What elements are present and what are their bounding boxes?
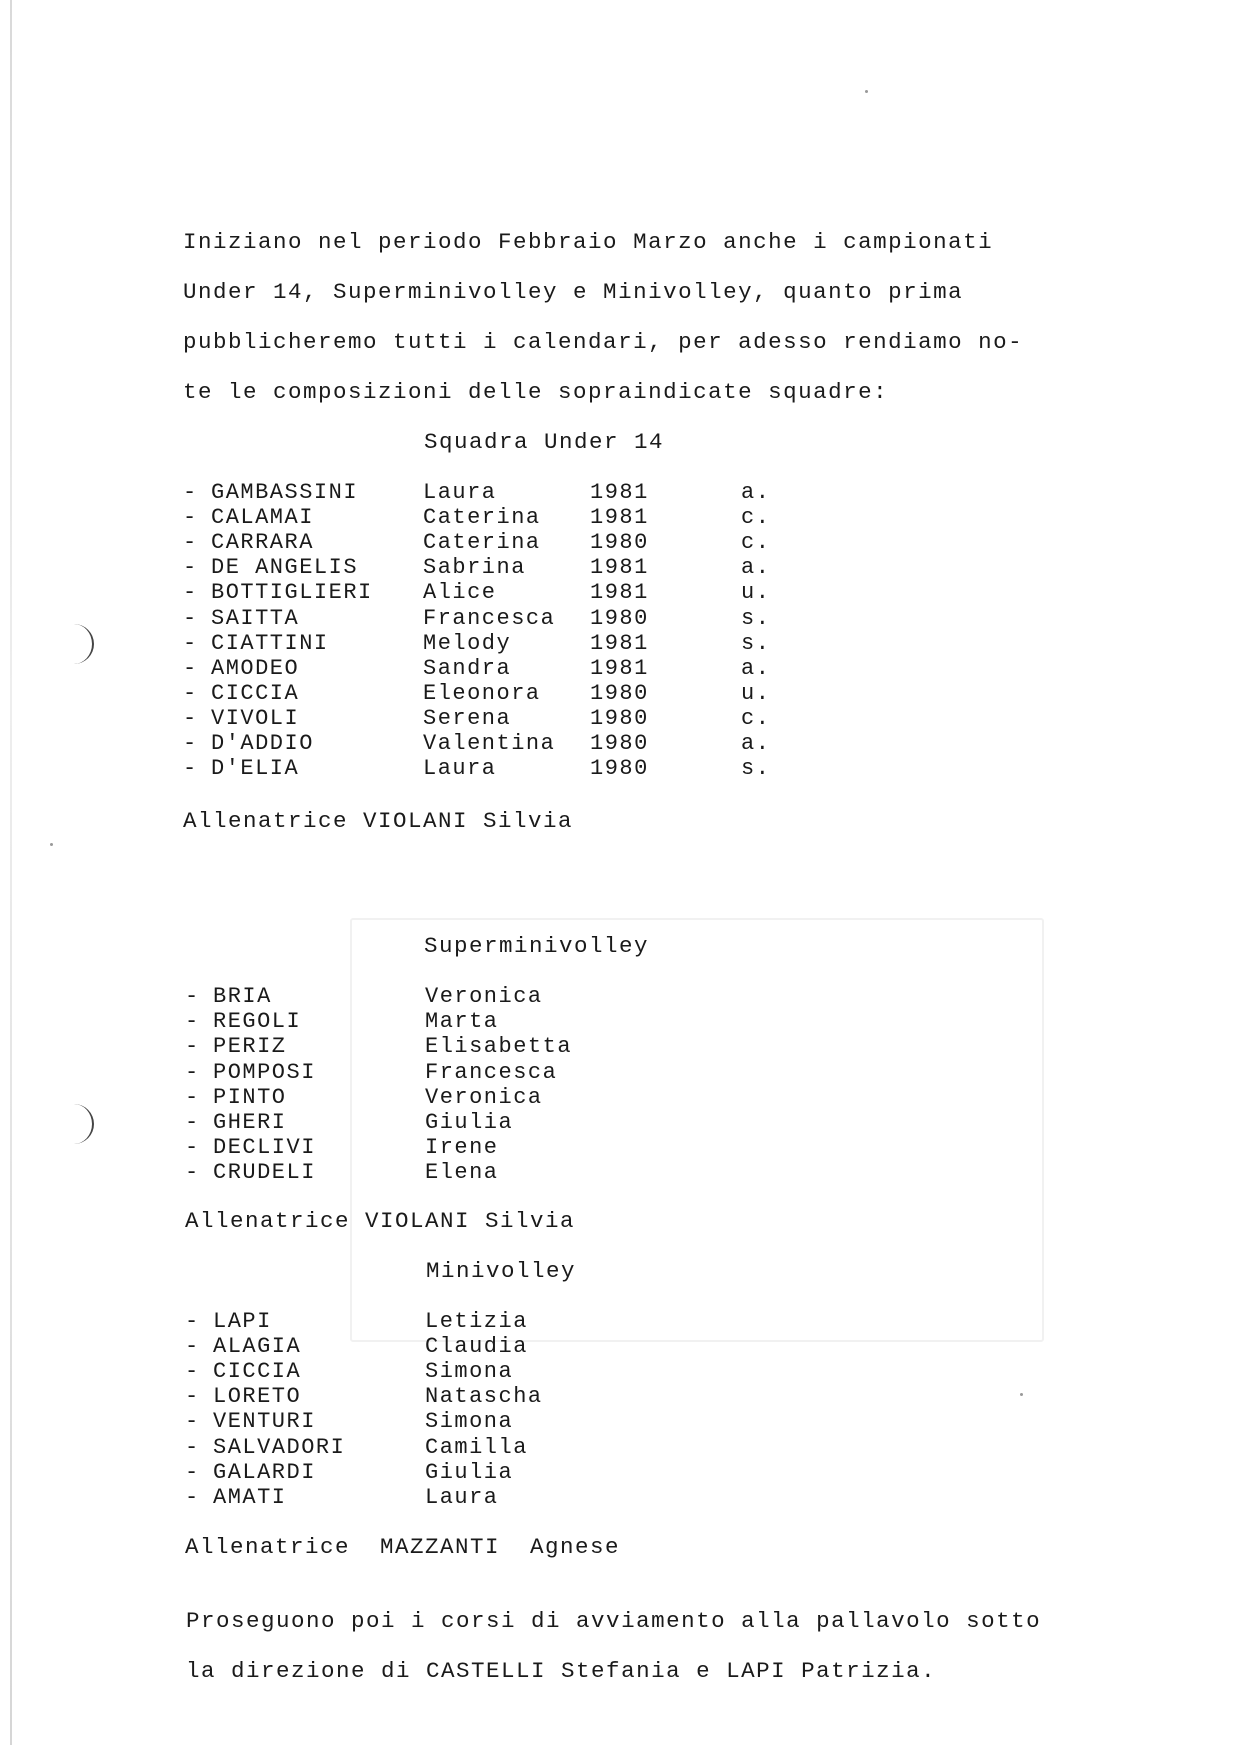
player-year: 1981: [590, 480, 649, 505]
player-name: Caterina: [423, 530, 541, 556]
player-surname: LORETO: [213, 1384, 302, 1410]
player-name: Marta: [425, 1009, 499, 1035]
speck: [50, 843, 53, 846]
list-dash: -: [183, 605, 198, 631]
list-dash: -: [185, 1384, 200, 1410]
player-surname: REGOLI: [213, 1009, 302, 1035]
player-surname: GHERI: [213, 1110, 287, 1135]
list-dash: -: [185, 1160, 200, 1186]
player-surname: SAITTA: [211, 605, 300, 631]
player-name: Simona: [425, 1359, 514, 1385]
player-name: Letizia: [425, 1309, 528, 1334]
player-name: Laura: [423, 756, 497, 782]
player-name: Alice: [423, 580, 497, 606]
player-year: 1981: [590, 655, 649, 681]
player-surname: LAPI: [213, 1309, 272, 1334]
player-role: u.: [741, 580, 771, 606]
punch-hole-mark: [62, 624, 94, 664]
player-name: Camilla: [425, 1434, 528, 1460]
list-dash: -: [183, 555, 198, 581]
player-name: Valentina: [423, 731, 556, 756]
list-dash: -: [185, 1334, 200, 1360]
list-dash: -: [183, 731, 198, 756]
list-dash: -: [185, 1084, 200, 1110]
player-name: Elena: [425, 1160, 499, 1186]
player-year: 1981: [590, 580, 649, 606]
player-year: 1980: [590, 680, 649, 706]
speck: [865, 90, 868, 93]
scan-edge: [10, 0, 12, 1745]
list-dash: -: [183, 505, 198, 531]
outro-line: la direzione di CASTELLI Stefania e LAPI Patrizia.: [186, 1658, 937, 1684]
list-dash: -: [185, 984, 200, 1009]
list-dash: -: [185, 1359, 200, 1385]
player-name: Caterina: [423, 505, 541, 531]
player-name: Simona: [425, 1409, 514, 1435]
player-name: Claudia: [425, 1334, 528, 1360]
player-year: 1980: [590, 705, 649, 731]
list-dash: -: [185, 1409, 200, 1435]
player-surname: VENTURI: [213, 1409, 316, 1435]
list-dash: -: [183, 580, 198, 606]
player-role: a.: [741, 480, 771, 505]
player-year: 1980: [590, 605, 649, 631]
player-role: a.: [741, 731, 771, 756]
player-surname: GAMBASSINI: [211, 480, 359, 505]
player-role: c.: [741, 530, 771, 556]
list-dash: -: [183, 655, 198, 681]
player-name: Laura: [425, 1484, 499, 1510]
player-name: Irene: [425, 1135, 499, 1161]
player-year: 1980: [590, 731, 649, 756]
player-surname: BRIA: [213, 984, 272, 1009]
player-surname: PERIZ: [213, 1034, 287, 1060]
player-role: s.: [741, 756, 771, 782]
section-title-under14: Squadra Under 14: [424, 429, 665, 455]
list-dash: -: [185, 1110, 200, 1135]
player-surname: D'ELIA: [211, 756, 300, 782]
player-name: Eleonora: [423, 680, 541, 706]
intro-line: Under 14, Superminivolley e Minivolley, quanto prima: [183, 279, 964, 305]
speck: [1020, 1393, 1023, 1396]
player-year: 1980: [590, 756, 649, 782]
under14-coach: Allenatrice VIOLANI Silvia: [183, 808, 574, 834]
player-surname: BOTTIGLIERI: [211, 580, 373, 606]
player-surname: CIATTINI: [211, 630, 329, 656]
intro-line: Iniziano nel periodo Febbraio Marzo anche i campionati: [183, 229, 994, 255]
list-dash: -: [183, 530, 198, 556]
list-dash: -: [185, 1059, 200, 1085]
player-surname: CICCIA: [211, 680, 300, 706]
player-surname: SALVADORI: [213, 1434, 346, 1460]
player-surname: VIVOLI: [211, 705, 300, 731]
player-name: Laura: [423, 480, 497, 505]
superminivolley-coach: Allenatrice VIOLANI Silvia: [185, 1208, 576, 1234]
player-surname: AMATI: [213, 1484, 287, 1510]
outro-line: Proseguono poi i corsi di avviamento alla pallavolo sotto: [186, 1608, 1042, 1634]
player-name: Veronica: [425, 1084, 543, 1110]
player-name: Melody: [423, 630, 512, 656]
list-dash: -: [185, 1459, 200, 1485]
player-role: a.: [741, 655, 771, 681]
player-name: Giulia: [425, 1110, 514, 1135]
minivolley-coach: Allenatrice MAZZANTI Agnese: [185, 1534, 621, 1560]
player-role: c.: [741, 505, 771, 531]
player-surname: CALAMAI: [211, 505, 314, 531]
player-surname: CICCIA: [213, 1359, 302, 1385]
player-name: Sabrina: [423, 555, 526, 581]
player-name: Francesca: [425, 1059, 558, 1085]
player-surname: ALAGIA: [213, 1334, 302, 1360]
list-dash: -: [183, 756, 198, 782]
list-dash: -: [183, 705, 198, 731]
player-role: s.: [741, 605, 771, 631]
section-title-minivolley: Minivolley: [426, 1258, 577, 1284]
player-surname: D'ADDIO: [211, 731, 314, 756]
intro-line: te le composizioni delle sopraindicate squadre:: [183, 379, 889, 405]
player-surname: DECLIVI: [213, 1135, 316, 1161]
player-name: Natascha: [425, 1384, 543, 1410]
player-year: 1980: [590, 530, 649, 556]
list-dash: -: [185, 1484, 200, 1510]
player-year: 1981: [590, 630, 649, 656]
list-dash: -: [185, 1434, 200, 1460]
player-surname: POMPOSI: [213, 1059, 316, 1085]
list-dash: -: [185, 1034, 200, 1060]
player-surname: GALARDI: [213, 1459, 316, 1485]
player-role: c.: [741, 705, 771, 731]
player-name: Sandra: [423, 655, 512, 681]
section-title-superminivolley: Superminivolley: [424, 933, 650, 959]
player-role: a.: [741, 555, 771, 581]
player-name: Francesca: [423, 605, 556, 631]
list-dash: -: [183, 630, 198, 656]
list-dash: -: [183, 680, 198, 706]
player-role: s.: [741, 630, 771, 656]
list-dash: -: [183, 480, 198, 505]
list-dash: -: [185, 1009, 200, 1035]
player-name: Elisabetta: [425, 1034, 573, 1060]
player-year: 1981: [590, 555, 649, 581]
player-name: Giulia: [425, 1459, 514, 1485]
player-role: u.: [741, 680, 771, 706]
player-surname: CARRARA: [211, 530, 314, 556]
player-surname: DE ANGELIS: [211, 555, 359, 581]
list-dash: -: [185, 1309, 200, 1334]
player-name: Serena: [423, 705, 512, 731]
player-surname: CRUDELI: [213, 1160, 316, 1186]
player-year: 1981: [590, 505, 649, 531]
player-name: Veronica: [425, 984, 543, 1009]
player-surname: AMODEO: [211, 655, 300, 681]
intro-line: pubblicheremo tutti i calendari, per adesso rendiamo no-: [183, 329, 1024, 355]
punch-hole-mark: [62, 1104, 94, 1144]
list-dash: -: [185, 1135, 200, 1161]
player-surname: PINTO: [213, 1084, 287, 1110]
